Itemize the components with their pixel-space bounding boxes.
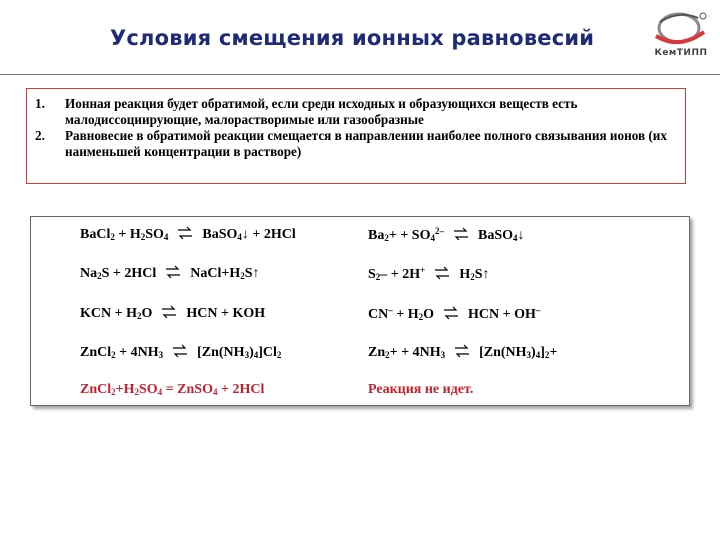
rule-item (35, 96, 675, 127)
equation-right: $[Zn(NH_3)_4]_2+$ (479, 345, 558, 360)
equation-right: BaSO$_4$↓ + 2HCl (202, 227, 296, 242)
equation-r2a (80, 265, 260, 282)
equation-r1a (80, 226, 296, 243)
page-title: Условия смещения ионных равновесий (110, 26, 595, 50)
equation-r4a (80, 344, 281, 361)
equilibrium-arrows-icon (171, 344, 189, 358)
header-divider (0, 74, 720, 75)
equation-r2b (368, 265, 490, 283)
rule-item (35, 128, 675, 159)
rules-box (26, 88, 686, 184)
equation-left: $Zn_2+ + 4NH_3$ (368, 345, 446, 360)
equation-left: ZnCl$_2$ + $4NH_3$ (80, 345, 164, 360)
equilibrium-arrows-icon (176, 226, 194, 240)
equation-r3b (368, 305, 540, 323)
equation-full: $ZnCl_2+H_2SO_4$ = ZnSO$_4$ + 2HCl (80, 382, 265, 397)
rule-text: Равновесие в обратимой реакции смещается в направлении наиболее полного связывания ионов (их наименьшей концентрации в растворе) (65, 128, 667, 159)
rule-number: 2. (35, 128, 45, 143)
equation-left: $Na_2S + 2HCl$ (80, 266, 157, 281)
equation-r5b-note: Реакция не идет. (368, 382, 474, 397)
equation-right: $H_2S↑$ (459, 267, 490, 282)
equilibrium-arrows-icon (164, 265, 182, 279)
equation-left: $Ba_2+ + SO_4^{2-}$ (368, 226, 444, 243)
equation-r5a (80, 382, 264, 398)
equation-left: $S_2- + 2H^+$ (368, 265, 426, 282)
equation-r3a (80, 305, 265, 322)
equilibrium-arrows-icon (442, 306, 460, 320)
equation-r4b (368, 344, 557, 361)
equilibrium-arrows-icon (433, 266, 451, 280)
equation-r1b (368, 226, 525, 244)
equilibrium-arrows-icon (453, 344, 471, 358)
equation-right: $[Zn(NH_3)_4]Cl_2$ (197, 345, 282, 360)
equation-left: BaCl$_2$ + $H_2SO_4$ (80, 227, 169, 242)
equation-right: HCN + KOH (186, 306, 266, 321)
equilibrium-arrows-icon (160, 305, 178, 319)
equation-right: HCN + OH– (468, 305, 541, 322)
rule-text: Ионная реакция будет обратимой, если среди исходных и образующихся веществ есть малодиссоциирующие, малорастворимые или газообразные (65, 96, 578, 127)
rule-number: 1. (35, 96, 45, 111)
equation-left: $CN^- + H_2O$ (368, 305, 434, 322)
logo-text: КемТИПП (654, 48, 708, 58)
equilibrium-arrows-icon (452, 227, 470, 241)
equation-right: $NaCl+H_2S↑$ (190, 266, 260, 281)
equation-left: KCN + $H_2O$ (80, 306, 153, 321)
equation-right: BaSO$_4$↓ (477, 228, 525, 243)
